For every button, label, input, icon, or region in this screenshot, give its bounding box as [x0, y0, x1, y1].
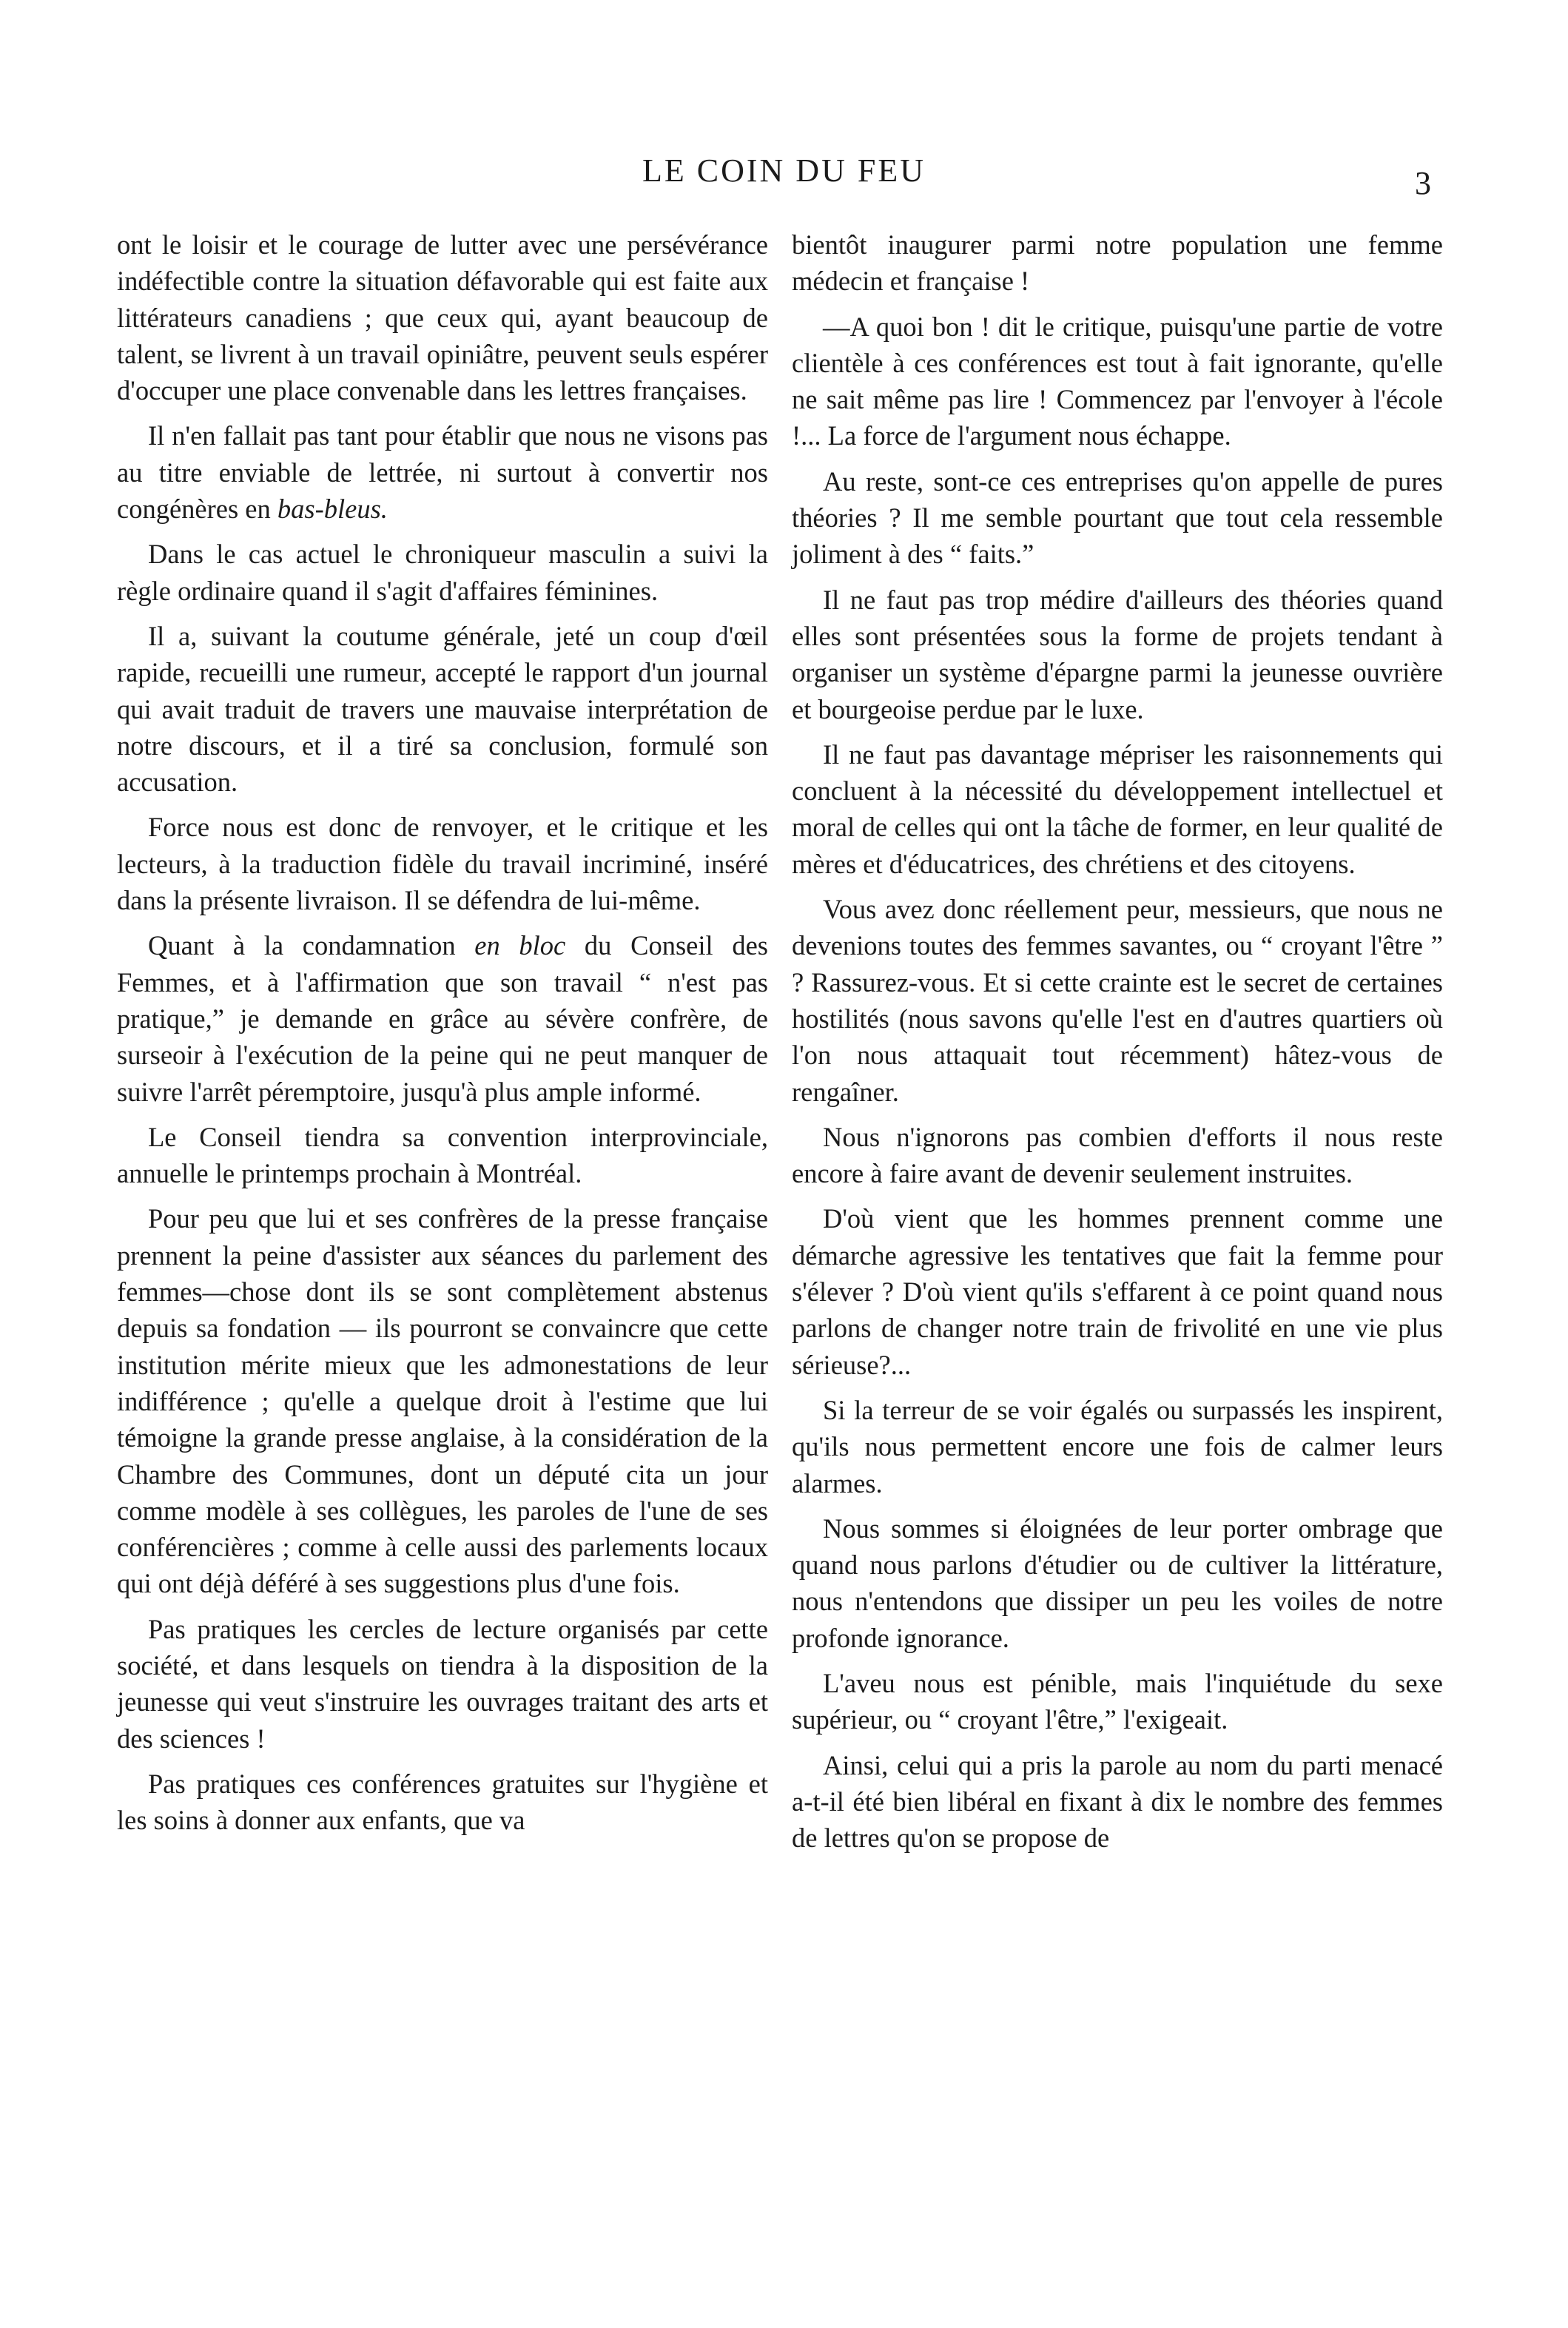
paragraph: Le Conseil tiendra sa convention interprovinciale, annuelle le printemps prochain à Montréal.: [117, 1121, 768, 1189]
left-column: [117, 226, 768, 1847]
paragraph: Vous avez donc réellement peur, messieurs, que nous ne devenions toutes des femmes savantes, ou “ croyant l'être ” ? Rassurez-vous. Et si cette crainte est le secret de certaines hostilités (nous savons qu'elle l'est en d'autres quartiers où l'on nous attaquait tout récemment) hâtez-vous de rengaîner.: [792, 894, 1443, 1107]
paragraph: Nous n'ignorons pas combien d'efforts il nous reste encore à faire avant de devenir seulement instruites.: [792, 1121, 1443, 1189]
right-column: [792, 226, 1443, 1865]
paragraph: [117, 927, 768, 1109]
paragraph: Nous sommes si éloignées de leur porter ombrage que quand nous parlons d'étudier ou de cultiver la littérature, nous n'entendons que dissiper un peu les voiles de notre profonde ignorance.: [792, 1513, 1443, 1653]
paragraph: Pas pratiques les cercles de lecture organisés par cette société, et dans lesquels on tiendra à la disposition de la jeunesse qui veut s'instruire les ouvrages traitant des arts et des sciences !: [117, 1613, 768, 1754]
paragraph: Il ne faut pas davantage mépriser les raisonnements qui concluent à la nécessité du développement intellectuel et moral de celles qui ont la tâche de former, en leur qualité de mères et d'éducatrices, des chrétiens et des citoyens.: [792, 739, 1443, 879]
paragraph: Si la terreur de se voir égalés ou surpassés les inspirent, qu'ils nous permettent encore une fois de calmer leurs alarmes.: [792, 1394, 1443, 1498]
paragraph: Pas pratiques ces conférences gratuites sur l'hygiène et les soins à donner aux enfants, que va: [117, 1768, 768, 1836]
paragraph: ont le loisir et le courage de lutter avec une persévérance indéfectible contre la situation défavorable qui est faite aux littérateurs canadiens ; que ceux qui, ayant beaucoup de talent, se livrent à un travail opiniâtre, peuvent seuls espérer d'occuper une place convenable dans les lettres françaises.: [117, 229, 768, 406]
paragraph-text: Il n'en fallait pas tant pour établir que nous ne visons pas au titre enviable de lettrée, ni surtout à convertir nos congénères en: [117, 420, 768, 525]
paragraph-text: du Conseil des Femmes, et à l'affirmation que son travail “ n'est pas pratique,” je demande en grâce au sévère confrère, de surseoir à l'exécution de la peine qui ne peut manquer de suivre l'arrêt péremptoire, jusqu'à plus ample informé.: [117, 930, 768, 1107]
paragraph: Au reste, sont-ce ces entreprises qu'on appelle de pures théories ? Il me semble pourtant que tout cela ressemble joliment à des “ faits.”: [792, 465, 1443, 570]
page-number: 3: [1415, 165, 1431, 201]
paragraph-text: Quant à la condamnation: [148, 930, 475, 961]
paragraph: bientôt inaugurer parmi notre population une femme médecin et française !: [792, 229, 1443, 297]
paragraph: Ainsi, celui qui a pris la parole au nom du parti menacé a-t-il été bien libéral en fixant à dix le nombre des femmes de lettres qu'on se propose de: [792, 1749, 1443, 1854]
paragraph: Il a, suivant la coutume générale, jeté un coup d'œil rapide, recueilli une rumeur, accepté le rapport d'un journal qui avait traduit de travers une mauvaise interprétation de notre discours, et il a tiré sa conclusion, formulé son accusation.: [117, 620, 768, 798]
paragraph: L'aveu nous est pénible, mais l'inquiétude du sexe supérieur, ou “ croyant l'être,” l'exigeait.: [792, 1667, 1443, 1735]
paragraph: [117, 417, 768, 527]
paragraph: Pour peu que lui et ses confrères de la presse française prennent la peine d'assister aux séances du parlement des femmes—chose dont ils se sont complètement abstenus depuis sa fondation — ils pourront se convaincre que cette institution mérite mieux que les admonestations de leur indifférence ; qu'elle a quelque droit à l'estime que lui témoigne la grande presse anglaise, à la considération de la Chambre des Communes, dont un député cita un jour comme modèle à ses collègues, les paroles de l'une de ses conférencières ; comme à celle aussi des parlements locaux qui ont déjà déféré à ses suggestions plus d'une fois.: [117, 1203, 768, 1599]
italic-term: en bloc: [474, 930, 566, 961]
running-head: LE COIN DU FEU: [642, 152, 926, 189]
paragraph: —A quoi bon ! dit le critique, puisqu'une partie de votre clientèle à ces conférences est tout à fait ignorante, qu'elle ne sait même pas lire ! Commencez par l'envoyer à l'école !... La force de l'argument nous échappe.: [792, 311, 1443, 451]
italic-term: bas-bleus.: [277, 494, 388, 525]
paragraph: Force nous est donc de renvoyer, et le critique et les lecteurs, à la traduction fidèle du travail incriminé, inséré dans la présente livraison. Il se défendra de lui-même.: [117, 812, 768, 916]
paragraph: D'où vient que les hommes prennent comme une démarche agressive les tentatives que fait la femme pour s'élever ? D'où vient qu'ils s'effarent à ce point quand nous parlons de changer notre train de frivolité en une vie plus sérieuse?...: [792, 1203, 1443, 1380]
paragraph: Dans le cas actuel le chroniqueur masculin a suivi la règle ordinaire quand il s'agit d'affaires féminines.: [117, 539, 768, 606]
paragraph: Il ne faut pas trop médire d'ailleurs des théories quand elles sont présentées sous la forme de projets tendant à organiser un système d'épargne parmi la jeunesse ouvrière et bourgeoise perdue par le luxe.: [792, 584, 1443, 724]
